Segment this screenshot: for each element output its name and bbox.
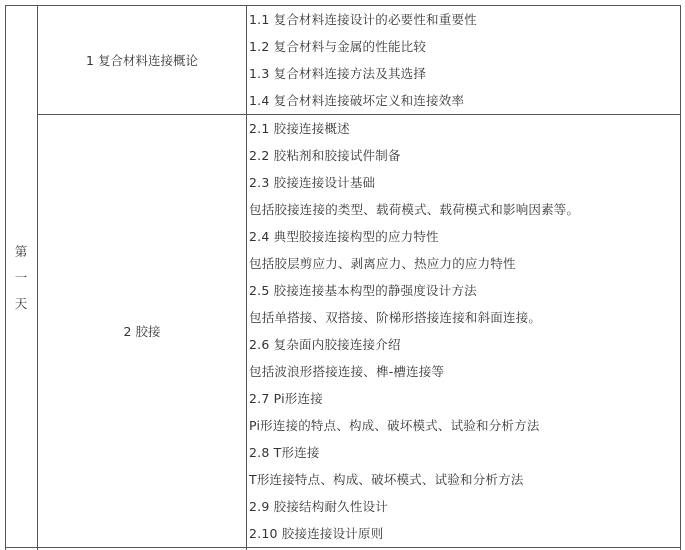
list-item: 包括胶接连接的类型、载荷模式、载荷模式和影响因素等。 bbox=[249, 202, 580, 217]
day-char: 天 bbox=[14, 295, 28, 311]
list-item: 包括单搭接、双搭接、阶梯形搭接连接和斜面连接。 bbox=[249, 310, 542, 325]
section-title: 1 复合材料连接概论 bbox=[86, 53, 198, 68]
list-item: 1.3 复合材料连接方法及其选择 bbox=[249, 66, 427, 81]
list-item: 2.3 胶接连接设计基础 bbox=[249, 175, 376, 190]
list-item: 2.7 Pi形连接 bbox=[249, 391, 323, 406]
list-item: 1.2 复合材料与金属的性能比较 bbox=[249, 39, 427, 54]
list-item: T形连接特点、构成、破坏模式、试验和分析方法 bbox=[249, 472, 524, 487]
day-cell bbox=[5, 5, 37, 550]
list-item: 1.1 复合材料连接设计的必要性和重要性 bbox=[249, 12, 477, 27]
section-title: 2 胶接 bbox=[123, 324, 161, 339]
list-item: 2.1 胶接连接概述 bbox=[249, 121, 350, 136]
section-items bbox=[249, 115, 579, 547]
list-item: 1.4 复合材料连接破坏定义和连接效率 bbox=[249, 93, 465, 108]
day-char: 一 bbox=[14, 269, 28, 285]
list-item: 包括波浪形搭接连接、榫-槽连接等 bbox=[249, 364, 445, 379]
list-item: 2.2 胶粘剂和胶接试件制备 bbox=[249, 148, 401, 163]
list-item: 包括胶层剪应力、剥离应力、热应力的应力特性 bbox=[249, 256, 516, 271]
list-item: 2.10 胶接连接设计原则 bbox=[249, 526, 384, 541]
list-item: 2.5 胶接连接基本构型的静强度设计方法 bbox=[249, 283, 477, 298]
day-char: 第 bbox=[14, 243, 28, 259]
column-divider bbox=[246, 5, 247, 550]
list-item: 2.8 T形连接 bbox=[249, 445, 320, 460]
section-items bbox=[249, 6, 477, 114]
table-border-bottom bbox=[5, 547, 681, 548]
table-border-right bbox=[680, 5, 681, 550]
list-item: 2.4 典型胶接连接构型的应力特性 bbox=[249, 229, 439, 244]
section-title-cell bbox=[38, 6, 246, 114]
section-title-cell bbox=[38, 115, 246, 547]
course-table bbox=[5, 5, 681, 550]
list-item: Pi形连接的特点、构成、破坏模式、试验和分析方法 bbox=[249, 418, 540, 433]
list-item: 2.9 胶接结构耐久性设计 bbox=[249, 499, 388, 514]
list-item: 2.6 复杂面内胶接连接介绍 bbox=[249, 337, 401, 352]
